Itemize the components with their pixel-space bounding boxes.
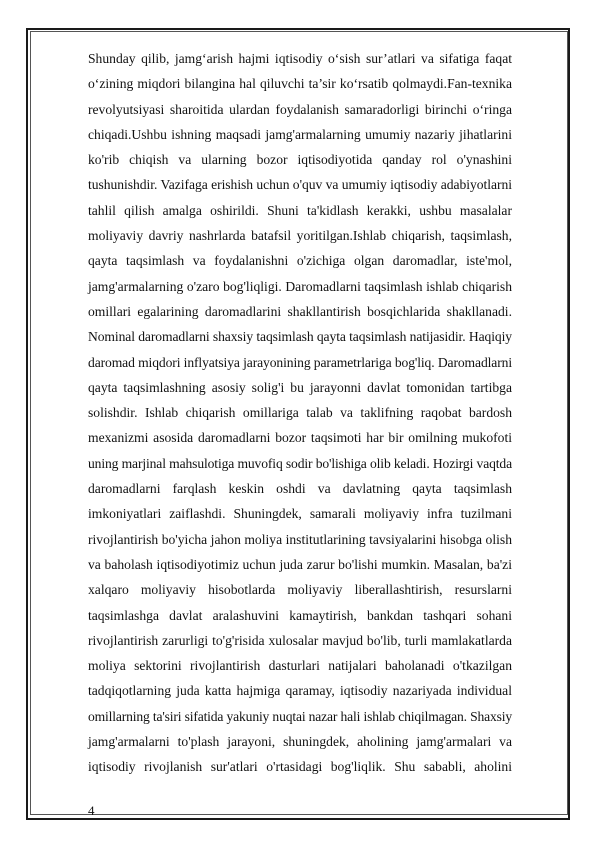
- text-line: moliya sektorini rivojlantirish dasturlari natijalari baholanadi o'tkazilgan: [88, 658, 512, 674]
- text-line: taqsimlashga davlat aralashuvini kamaytirish, bankdan tashqari sohani: [88, 607, 512, 623]
- text-line: tadqiqotlarning juda katta hajmiga qaramay, iqtisodiy nazariyada individual: [88, 683, 512, 699]
- text-line: o‘zining miqdori bilangina hal qiluvchi ta’sir ko‘rsatib qolmaydi.Fan-texnika: [88, 76, 512, 92]
- text-line: qayta taqsimlashning asosiy solig'i bu jarayonni davlat tomonidan tartibga: [88, 379, 512, 395]
- text-line: rivojlantirish zarurligi to'g'risida xulosalar mavjud bo'lib, turli mamlakatlarda: [88, 632, 512, 648]
- text-line: tahlil qilish amalga oshirildi. Shuni ta'kidlash kerakki, ushbu masalalar: [88, 202, 512, 218]
- text-line: moliyaviy davriy nashrlarda batafsil yoritilgan.Ishlab chiqarish, taqsimlash,: [88, 228, 512, 244]
- text-line: rivojlantirish bo'yicha jahon moliya institutlarining tavsiyalarini hisobga olish: [88, 531, 512, 547]
- text-line: imkoniyatlari zaiflashdi. Shuningdek, samarali moliyaviy infra tuzilmani: [88, 506, 512, 522]
- text-line: jamg'armalarni to'plash jarayoni, shuningdek, aholining jamg'armalari va: [88, 734, 512, 750]
- text-line: chiqadi.Ushbu ishning maqsadi jamg'armalarning umumiy nazariy jihatlarini: [88, 126, 512, 142]
- text-line: omillarning ta'siri sifatida yakuniy nuqtai nazar hali ishlab chiqilmagan. Shaxsiy: [88, 708, 512, 724]
- text-line: va baholash iqtisodiyotimiz uchun juda zarur bo'lishi mumkin. Masalan, ba'zi: [88, 556, 512, 572]
- page-number: 4: [88, 803, 95, 818]
- text-line: solishdir. Ishlab chiqarish omillariga talab va taklifning raqobat bardosh: [88, 405, 512, 421]
- text-line: tushunishdir. Vazifaga erishish uchun o'quv va umumiy iqtisodiy adabiyotlarni: [88, 177, 512, 193]
- text-line: Nominal daromadlarni shaxsiy taqsimlash qayta taqsimlash natijasidir. Haqiqiy: [88, 329, 512, 345]
- text-line: daromad miqdori inflyatsiya jarayonining parametrlariga bog'liq. Daromadlarni: [88, 354, 512, 370]
- text-line: Shunday qilib, jamg‘arish hajmi iqtisodiy o‘sish sur’atlari va sifatiga faqat: [88, 51, 512, 66]
- text-line: mexanizmi asosida daromadlarni bozor taqsimoti har bir omilning mukofoti: [88, 430, 512, 446]
- text-line: daromadlarni farqlash keskin oshdi va davlatning qayta taqsimlash: [88, 481, 512, 497]
- text-line: uning marjinal mahsulotiga muvofiq sodir bo'lishiga olib keladi. Hozirgi vaqtda: [88, 455, 512, 471]
- text-line: ko'rib chiqish va ularning bozor iqtisodiyotida qanday rol o'ynashini: [88, 152, 512, 168]
- text-line: iqtisodiy rivojlanish sur'atlari o'rtasidagi bog'liqlik. Shu sababli, aholini: [88, 759, 512, 775]
- text-line: xalqaro moliyaviy hisobotlarda moliyaviy liberallashtirish, resurslarni: [88, 582, 512, 598]
- text-line: jamg'armalarning o'zaro bog'liqligi. Daromadlarni taqsimlash ishlab chiqarish: [88, 278, 512, 294]
- text-line: omillari egalarining daromadlarini shakllantirish bosqichlarida shakllanadi.: [88, 303, 512, 319]
- body-text: [88, 46, 512, 780]
- text-line: revolyutsiyasi sharoitida ulardan foydalanish samaradorligi birinchi o‘ringa: [88, 101, 512, 117]
- text-line: qayta taqsimlash va foydalanishni o'zichiga olgan daromadlar, iste'mol,: [88, 253, 512, 269]
